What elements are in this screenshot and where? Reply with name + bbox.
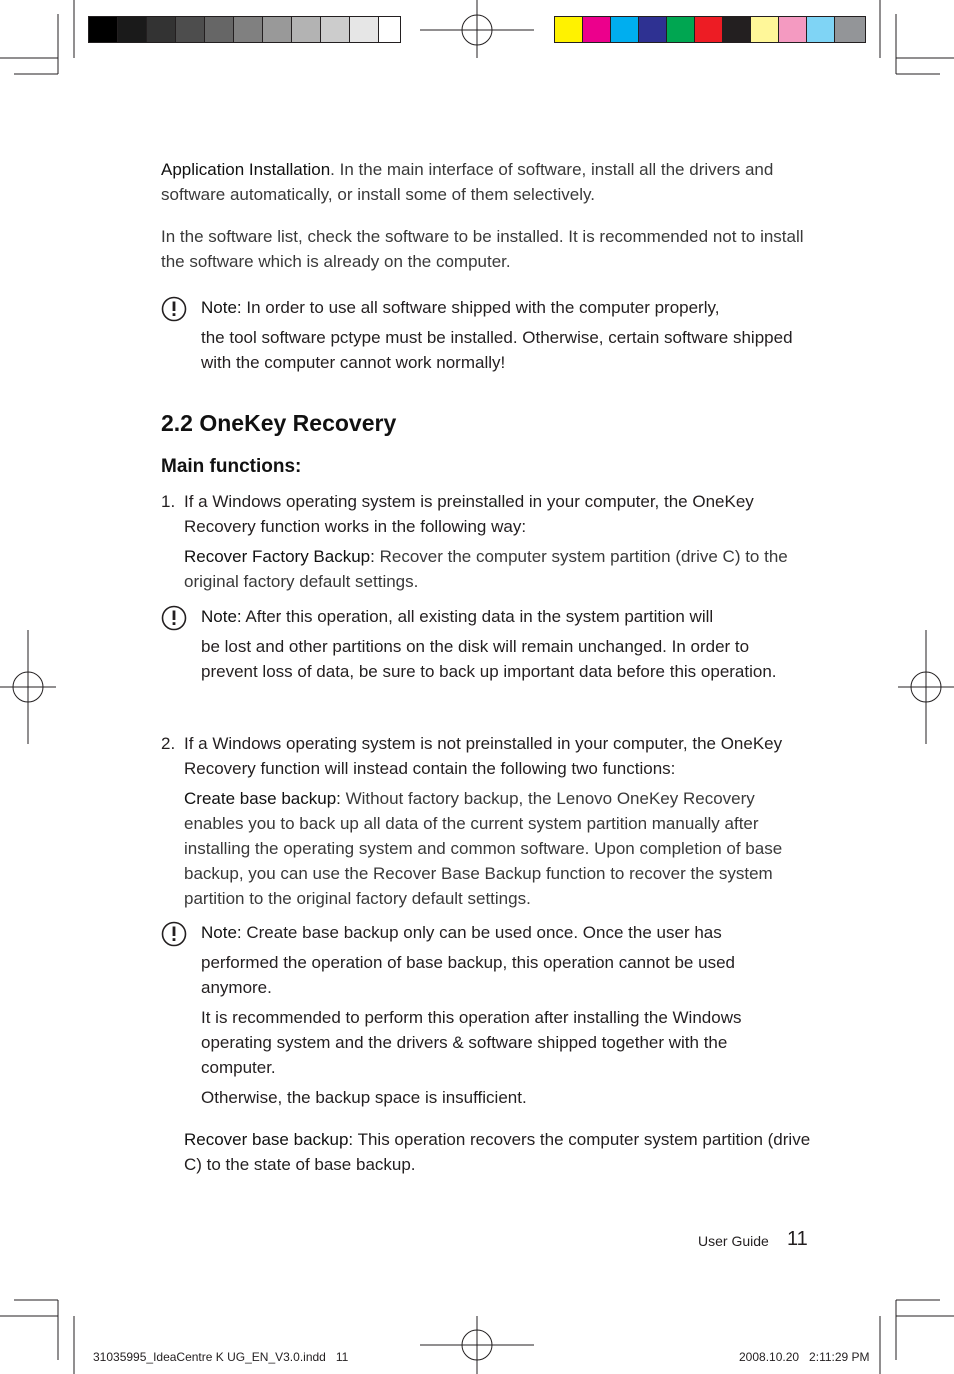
gray-swatch — [88, 16, 118, 43]
note3-first-line — [201, 920, 801, 945]
gray-swatch — [291, 16, 321, 43]
list-number: 1. — [161, 492, 176, 511]
color-swatch — [750, 16, 779, 43]
recover-factory-backup-paragraph — [184, 544, 816, 594]
item1-text: If a Windows operating system is preinstalled in your computer, the OneKey Recovery function works in the following way: — [184, 492, 754, 536]
color-swatch — [582, 16, 611, 43]
gray-swatch — [349, 16, 379, 43]
color-swatch — [834, 16, 866, 43]
note-warning-icon — [161, 921, 187, 947]
section-subtitle: Main functions: — [161, 456, 302, 477]
create-base-backup-paragraph — [184, 786, 816, 911]
color-swatch — [638, 16, 667, 43]
note-warning-icon — [161, 605, 187, 631]
print-timestamp: 2008.10.20 2:11:29 PM — [739, 1350, 870, 1364]
note-label: Note: — [201, 298, 242, 317]
color-swatch — [722, 16, 751, 43]
list-number: 2. — [161, 734, 176, 753]
color-swatch — [610, 16, 639, 43]
color-swatch — [778, 16, 807, 43]
app-installation-text: . In the main interface of software, install all the drivers and software automatically, or install some of them selectively. — [161, 160, 774, 204]
recover-base-backup-text: This operation recovers the computer system partition (drive C) to the state of base backup. — [184, 1130, 811, 1174]
note3-para1: performed the operation of base backup, this operation cannot be used anymore. — [201, 953, 735, 997]
color-swatch — [806, 16, 835, 43]
user-guide-label: User Guide — [698, 1233, 769, 1249]
color-swatch — [554, 16, 583, 43]
gray-swatch — [204, 16, 234, 43]
recover-base-backup-paragraph — [184, 1127, 816, 1177]
note-label: Note: — [201, 923, 242, 942]
gray-swatch — [146, 16, 176, 43]
software-list-paragraph: In the software list, check the software to be installed. It is recommended not to install the software which is already on the computer. — [161, 227, 804, 271]
color-swatch — [694, 16, 723, 43]
recover-base-backup-label: Recover base backup: — [184, 1130, 354, 1149]
note2-body: be lost and other partitions on the disk will remain unchanged. In order to prevent loss of data, be sure to back up important data before this operation. — [201, 637, 777, 681]
note2-first-text: After this operation, all existing data in the system partition will — [241, 607, 714, 626]
note-warning-icon — [161, 296, 187, 322]
note3-para3: Otherwise, the backup space is insufficient. — [201, 1088, 527, 1107]
app-installation-paragraph — [161, 157, 816, 207]
note2-first-line — [201, 604, 801, 629]
section-title: 2.2 OneKey Recovery — [161, 410, 397, 436]
note1-body: the tool software pctype must be installed. Otherwise, certain software shipped with the computer cannot work normally! — [201, 328, 793, 372]
gray-swatch — [262, 16, 292, 43]
file-name: 31035995_IdeaCentre K UG_EN_V3.0.indd 11 — [93, 1350, 349, 1364]
page-number: 11 — [787, 1228, 808, 1250]
create-base-backup-label: Create base backup: — [184, 789, 341, 808]
note3-first-text: Create base backup only can be used once. Once the user has — [241, 923, 722, 942]
item2-text: If a Windows operating system is not preinstalled in your computer, the OneKey Recovery function will instead contain the following two functions: — [184, 734, 783, 778]
gray-swatch — [175, 16, 205, 43]
recover-factory-backup-label: Recover Factory Backup: — [184, 547, 375, 566]
gray-swatch — [233, 16, 263, 43]
recover-factory-backup-text: Recover the computer system partition (drive C) to the original factory default settings. — [184, 547, 788, 591]
note1-first-line — [201, 295, 801, 320]
color-swatch — [666, 16, 695, 43]
gray-swatch — [117, 16, 147, 43]
create-base-backup-text: Without factory backup, the Lenovo OneKey Recovery enables you to back up all data of the current system partition manually after installing the operating system and common software. Upon completion of base backup, you can use the Recover Base Backup function to recover the system partition to the original factory default settings. — [184, 789, 783, 908]
app-installation-label: Application Installation — [161, 160, 331, 179]
gray-swatch — [320, 16, 350, 43]
note-label: Note: — [201, 607, 242, 626]
note1-first-text: In order to use all software shipped with the computer properly, — [241, 298, 720, 317]
gray-swatch — [378, 16, 401, 43]
note3-para2: It is recommended to perform this operation after installing the Windows operating system and the drivers & software shipped together with the computer. — [201, 1008, 742, 1077]
